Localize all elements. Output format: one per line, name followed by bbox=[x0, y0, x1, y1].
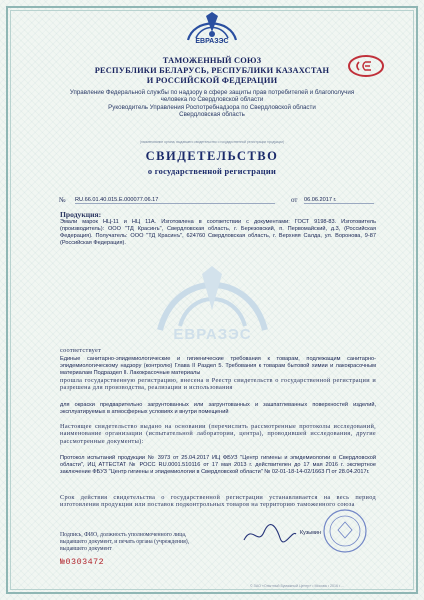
product-description: Эмали марок НЦ-11 и НЦ 11А. Изготовлена в соответствии с документами: ГОСТ 9198-83. Изготовитель (производитель): ООО "ТД Красинъ", Свердловская область, г. Березовский, п. Первомайский, д.3, (Российская Федерация). Получатель: ООО "ТД Красинъ", 624760 Свердловская область, г. Верхняя Салда, ул. Воронова, 9-87 (Российская Федерация). bbox=[60, 219, 376, 246]
union-title-line-1: ТАМОЖЕННЫЙ СОЮЗ bbox=[162, 56, 262, 65]
signature-scribble-icon bbox=[240, 520, 300, 550]
basis-intro: Настоящее свидетельство выдано на основании (перечислить рассмотренные протоколы исследований, наименование организации (испытательной лаборатории, центра), проводившей исследования, другие рассмотренные документы): bbox=[60, 423, 376, 445]
number-label: № bbox=[59, 196, 66, 204]
emblem-caption: ЕВРАЗЭС bbox=[195, 38, 229, 45]
product-label: Продукция: bbox=[60, 210, 102, 219]
blank-serial-number bbox=[60, 557, 104, 567]
union-title-line-3: И РОССИЙСКОЙ ФЕДЕРАЦИИ bbox=[146, 76, 278, 85]
certificate-subtitle: о государственной регистрации bbox=[147, 167, 277, 176]
usage-scope: для окраски предварительно загрунтованных или загрунтованных и зашпатлеванных поверхностей изделий, эксплуатируемых в атмосферных условиях и внутри помещений bbox=[60, 402, 376, 415]
authority-line-2: человека по Свердловской области bbox=[160, 96, 264, 104]
date-label: от bbox=[291, 196, 298, 204]
signature-caption bbox=[60, 532, 189, 553]
registration-date: 06.06.2017 г. bbox=[304, 197, 374, 204]
signature-caption-line-3: выдавшего документ bbox=[60, 546, 112, 552]
watermark-text: ЕВРАЗЭС bbox=[173, 326, 252, 343]
conformity-label: соответствует bbox=[60, 347, 102, 354]
authority-line-1: Управление Федеральной службы по надзору в сфере защиты прав потребителей и благополучия bbox=[69, 89, 355, 96]
certificate-title: СВИДЕТЕЛЬСТВО bbox=[145, 149, 279, 163]
basis-documents: Протокол испытаний продукции № 3973 от 25.04.2017 ИЦ ФБУЗ "Центр гигиены и эпидемиологии в Свердловской области", ИЦ АТТЕСТАТ № РОСС RU.0001.510116 от 17 мая 2013 г. действителен до 17 мая 2016 г. экспертное заключение ФБУЗ "Центр гигиены и эпидемиологии в Свердловской области" № 02-01-18-14-02/1663 П от 28.04.2017г. bbox=[60, 455, 376, 475]
signature-caption-line-1: Подпись, ФИО, должность уполномоченного лица, bbox=[60, 532, 187, 538]
serial-prefix: № bbox=[60, 557, 66, 567]
authority-line-4: Свердловская область bbox=[179, 111, 245, 119]
registration-statement: прошла государственную регистрацию, внесена в Реестр свидетельств о государственной регистрации и разрешена для производства, реализации и использования bbox=[60, 377, 376, 392]
serial-value: 0303472 bbox=[65, 557, 105, 567]
registration-number: RU.66.01.40.015.Е.000077.06.17 bbox=[75, 197, 275, 204]
authority-line-3: Руководитель Управления Роспотребнадзора по Свердловской области bbox=[108, 103, 316, 111]
official-stamp-icon bbox=[322, 508, 368, 554]
conformity-requirements: Единые санитарно-эпидемиологические и гигиенические требования к товарам, подлежащим санитарно-эпидемиологическому надзору (контролю) Глава II Раздел 5. Требования к товарам бытовой химии и лакокрасочным материалам Подраздел II. Лакокрасочные материалы bbox=[60, 356, 376, 376]
validity-statement: Срок действия свидетельства о государственной регистрации устанавливается на весь период изготовления продукции или поставок подконтрольных товаров на территорию таможенного союза bbox=[60, 494, 376, 509]
union-title bbox=[20, 56, 404, 86]
issuing-authority bbox=[30, 89, 394, 119]
authority-caption: (наименование органа, выдавшего свидетельство о государственной регистрации продукции) bbox=[139, 140, 285, 144]
printer-footnote: © ЗАО «Опытный Бумажный Центр» • Москва • 2016 • ... bbox=[250, 584, 345, 588]
union-title-line-2: РЕСПУБЛИКИ БЕЛАРУСЬ, РЕСПУБЛИКИ КАЗАХСТАН bbox=[94, 66, 330, 75]
signatory-name: Кузьмин bbox=[300, 530, 321, 536]
signature-caption-line-2: выдавшего документ, и печать органа (учреждения), bbox=[60, 539, 190, 545]
